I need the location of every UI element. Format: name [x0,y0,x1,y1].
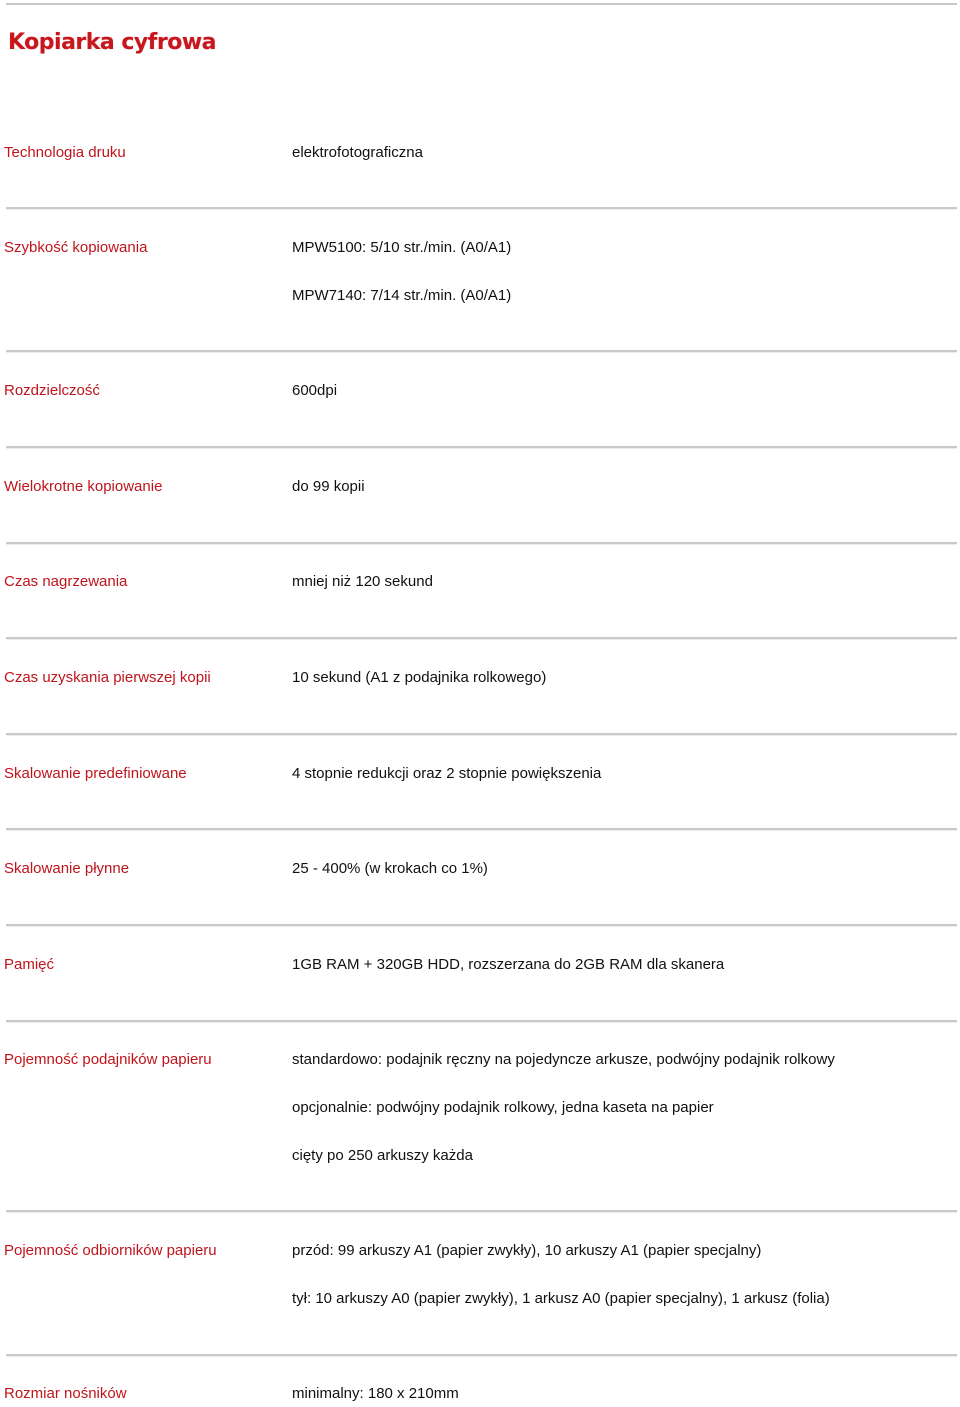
spec-value-rozmiar-nosnikow: minimalny: 180 x 210mm [292,1385,459,1402]
spec-value-pojemnosc-podajnikow-1: standardowo: podajnik ręczny na pojedyncze arkusze, podwójny podajnik rolkowy [292,1051,835,1068]
spec-label-pojemnosc-podajnikow: Pojemność podajników papieru [4,1051,212,1068]
row-divider [6,350,957,352]
row-divider [6,828,957,830]
spec-value-pojemnosc-odbiornikow-2: tył: 10 arkuszy A0 (papier zwykły), 1 arkusz A0 (papier specjalny), 1 arkusz (folia) [292,1290,830,1307]
spec-value-szybkosc-kopiowania-2: MPW7140: 7/14 str./min. (A0/A1) [292,287,512,304]
spec-value-pojemnosc-podajnikow-3: cięty po 250 arkuszy każda [292,1147,473,1164]
spec-value-czas-pierwszej-kopii: 10 sekund (A1 z podajnika rolkowego) [292,669,547,686]
spec-label-czas-nagrzewania: Czas nagrzewania [4,573,128,590]
spec-label-pamiec: Pamięć [4,956,55,973]
row-divider [6,207,957,209]
row-divider [6,1020,957,1022]
row-divider [6,637,957,639]
spec-label-szybkosc-kopiowania: Szybkość kopiowania [4,239,148,256]
spec-label-czas-pierwszej-kopii: Czas uzyskania pierwszej kopii [4,669,211,686]
spec-label-rozdzielczosc: Rozdzielczość [4,382,100,399]
spec-value-czas-nagrzewania: mniej niż 120 sekund [292,573,433,590]
spec-value-skalowanie-predefiniowane: 4 stopnie redukcji oraz 2 stopnie powiększenia [292,765,602,782]
spec-label-skalowanie-plynne: Skalowanie płynne [4,860,130,877]
row-divider [6,1210,957,1212]
top-divider [6,3,957,5]
spec-value-pamiec: 1GB RAM + 320GB HDD, rozszerzana do 2GB RAM dla skanera [292,956,725,973]
row-divider [6,733,957,735]
page-title: Kopiarka cyfrowa [8,30,216,55]
row-divider [6,924,957,926]
spec-value-wielokrotne-kopiowanie: do 99 kopii [292,478,365,495]
spec-label-wielokrotne-kopiowanie: Wielokrotne kopiowanie [4,478,163,495]
spec-value-pojemnosc-odbiornikow-1: przód: 99 arkuszy A1 (papier zwykły), 10 arkuszy A1 (papier specjalny) [292,1242,762,1259]
spec-value-rozdzielczosc: 600dpi [292,382,338,399]
spec-value-szybkosc-kopiowania-1: MPW5100: 5/10 str./min. (A0/A1) [292,239,512,256]
spec-label-pojemnosc-odbiornikow: Pojemność odbiorników papieru [4,1242,217,1259]
row-divider [6,1354,957,1356]
spec-value-skalowanie-plynne: 25 - 400% (w krokach co 1%) [292,860,488,877]
spec-label-technologia-druku: Technologia druku [4,144,126,161]
row-divider [6,542,957,544]
row-divider [6,446,957,448]
spec-label-skalowanie-predefiniowane: Skalowanie predefiniowane [4,765,187,782]
spec-label-rozmiar-nosnikow: Rozmiar nośników [4,1385,127,1402]
spec-value-pojemnosc-podajnikow-2: opcjonalnie: podwójny podajnik rolkowy, jedna kaseta na papier [292,1099,714,1116]
spec-value-technologia-druku: elektrofotograficzna [292,144,423,161]
